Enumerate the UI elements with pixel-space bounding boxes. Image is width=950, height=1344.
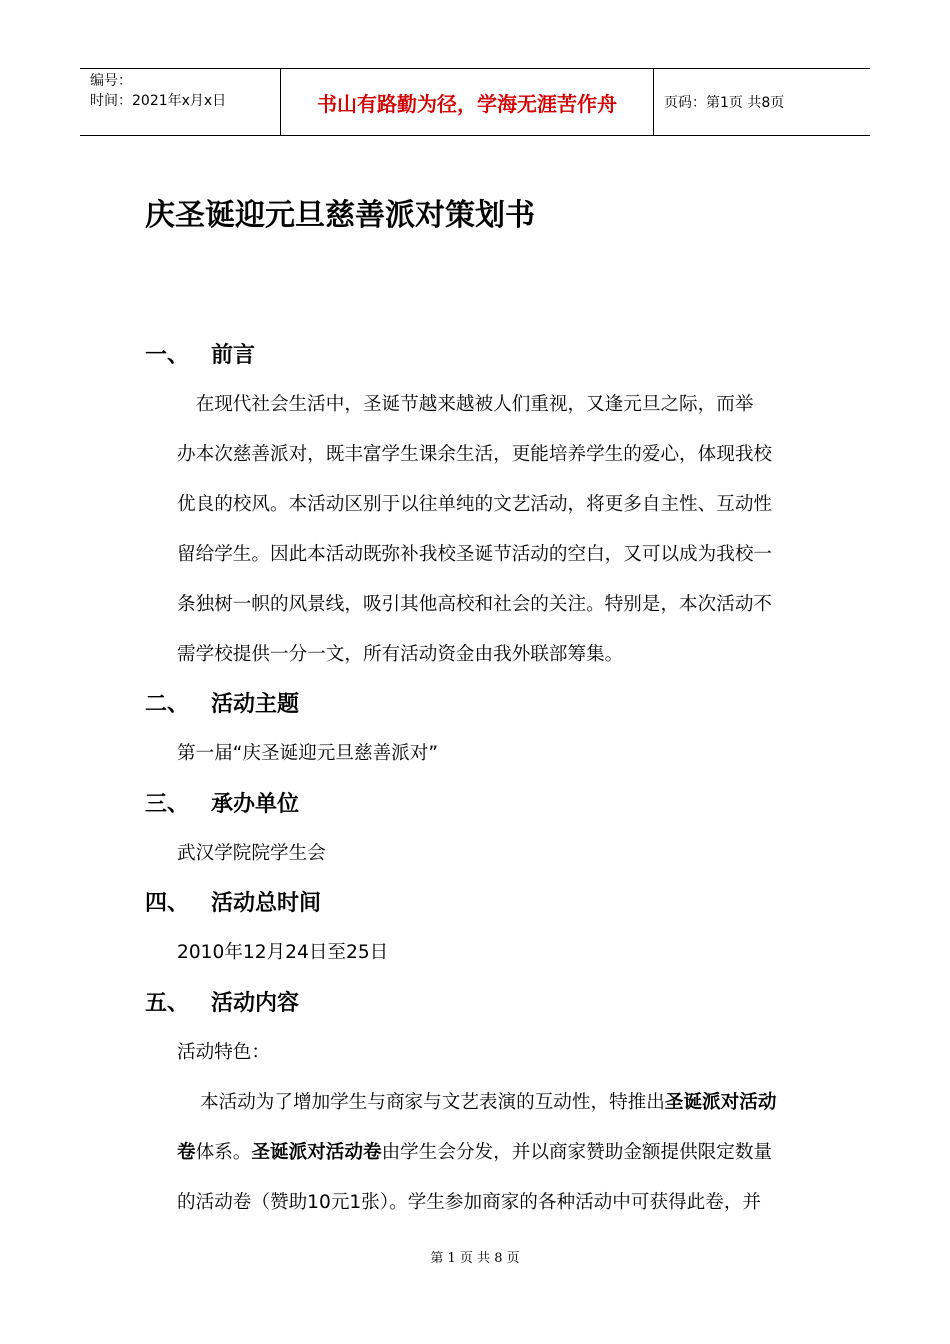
paragraph-line: 优良的校风。本活动区别于以往单纯的文艺活动，将更多自主性、互动性 <box>177 494 773 515</box>
section-heading-organizer: 三、 承办单位 <box>145 792 300 817</box>
theme-text: 第一届“庆圣诞迎元旦慈善派对” <box>177 743 438 764</box>
paragraph-line: 在现代社会生活中，圣诞节越来越被人们重视，又逢元旦之际，而举 <box>177 394 754 415</box>
section-heading-preface: 一、 前言 <box>145 343 256 368</box>
feature-label: 活动特色： <box>177 1042 270 1063</box>
header-meta <box>80 69 281 135</box>
time-text: 2010年12月24日至25日 <box>177 942 389 963</box>
header-page-info: 页码：第1页 共8页 <box>664 95 785 111</box>
paragraph-line: 条独树一帜的风景线，吸引其他高校和社会的关注。特别是，本次活动不 <box>177 594 773 615</box>
page-footer: 第 1 页 共 8 页 <box>430 1251 520 1266</box>
section-heading-theme: 二、 活动主题 <box>145 692 300 717</box>
section-heading-content: 五、 活动内容 <box>145 991 300 1016</box>
paragraph-line: 需学校提供一分一文，所有活动资金由我外联部筹集。 <box>177 644 624 665</box>
paragraph-line: 卷体系。圣诞派对活动卷由学生会分发，并以商家赞助金额提供限定数量 <box>177 1142 773 1163</box>
date-label: 时间：2021年x月x日 <box>90 93 227 109</box>
number-label: 编号： <box>90 73 132 89</box>
paragraph-line: 本活动为了增加学生与商家与文艺表演的互动性，特推出圣诞派对活动 <box>200 1092 777 1113</box>
paragraph-line: 的活动卷（赞助10元1张）。学生参加商家的各种活动中可获得此卷，并 <box>177 1192 762 1213</box>
paragraph-line: 办本次慈善派对，既丰富学生课余生活，更能培养学生的爱心，体现我校 <box>177 444 773 465</box>
section-heading-time: 四、 活动总时间 <box>145 891 322 916</box>
organizer-text: 武汉学院院学生会 <box>177 843 326 864</box>
paragraph-line: 留给学生。因此本活动既弥补我校圣诞节活动的空白，又可以成为我校一 <box>177 544 773 565</box>
document-title: 庆圣诞迎元旦慈善派对策划书 <box>145 198 535 233</box>
page-header <box>80 68 870 136</box>
header-motto: 书山有路勤为径，学海无涯苦作舟 <box>281 69 654 135</box>
